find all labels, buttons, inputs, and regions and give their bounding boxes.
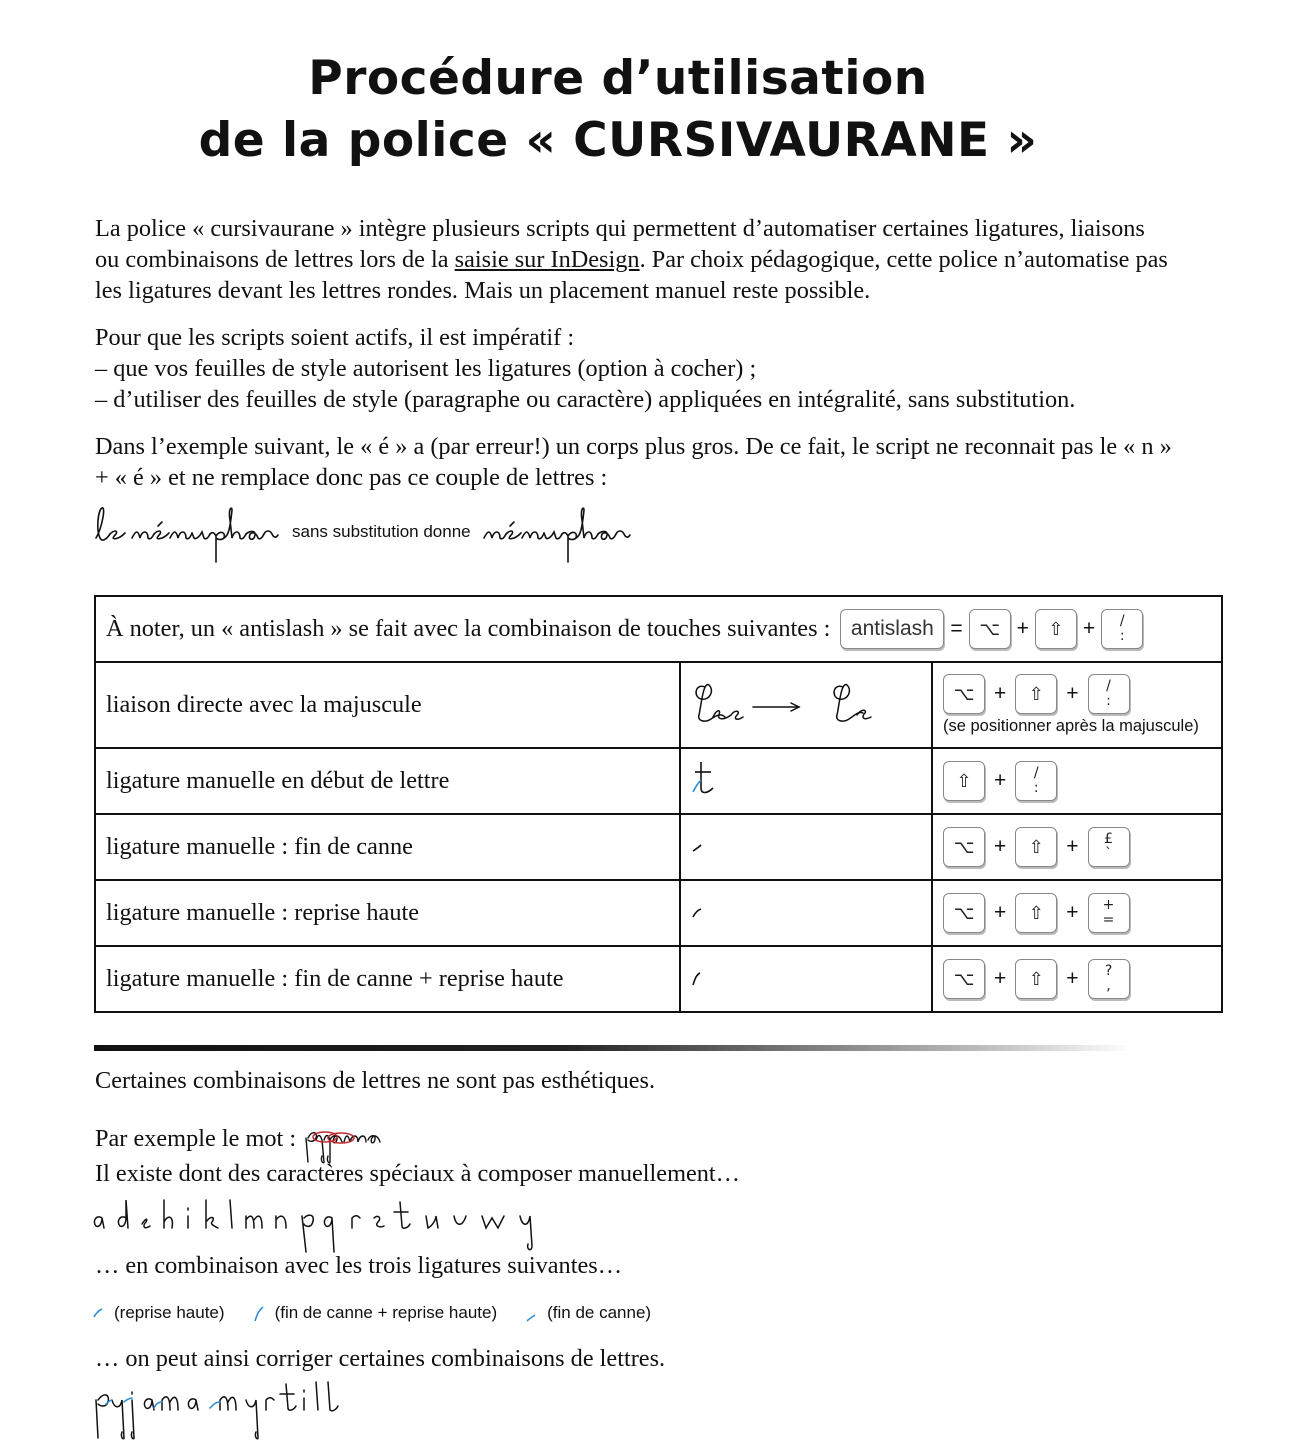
plus-sign: + [1066, 835, 1079, 858]
slash-key-icon: / : [1015, 761, 1057, 801]
antislash-note: À noter, un « antislash » se fait avec la combinaison de touches suivantes : [106, 615, 831, 642]
equals-sign: = [950, 617, 963, 640]
shift-key-icon: ⇧ [1015, 959, 1057, 999]
option-key-icon: ⌥ [943, 827, 985, 867]
plus-sign: + [994, 901, 1007, 924]
ligature-legend [90, 1303, 651, 1323]
option-key-icon: ⌥ [943, 674, 985, 714]
row-sample [680, 814, 932, 880]
pound-key-icon: £ ` [1088, 827, 1130, 867]
bottom-line-2 [95, 1114, 422, 1164]
ligature-label-2: (fin de canne + reprise haute) [274, 1303, 498, 1322]
capital-liaison-sample [691, 677, 891, 727]
shift-key-icon: ⇧ [1015, 893, 1057, 933]
table-header-row [95, 596, 1222, 662]
shift-key-icon: ⇧ [1015, 827, 1057, 867]
row-keys [932, 662, 1222, 748]
plus-sign: + [994, 835, 1007, 858]
plus-sign: + [1066, 682, 1079, 705]
row-sample [680, 662, 932, 748]
table-header-cell [95, 596, 1222, 662]
plus-sign: + [994, 769, 1007, 792]
fin-canne-reprise-icon [251, 1303, 271, 1323]
intro-text-2: . Par choix pédagogique, cette police n’automatise pas les ligatures devant les lettres rondes. Mais un placement manuel reste possible. [95, 246, 1168, 304]
page-title [0, 48, 1236, 172]
requirements-lead: Pour que les scripts soient actifs, il est impératif : [95, 324, 575, 351]
ligature-label-1: (reprise haute) [114, 1303, 225, 1322]
row-label: ligature manuelle : reprise haute [95, 880, 680, 946]
intro-text-1: La police « cursivaurane » intègre plusieurs scripts qui permettent d’automatiser certaines ligatures, liaisons ou combinaisons de lettres lors de la [95, 215, 1145, 273]
pyjama-bad-example [302, 1120, 422, 1164]
row-keys [932, 946, 1222, 1012]
table-row [95, 814, 1222, 880]
row-label: liaison directe avec la majuscule [95, 662, 680, 748]
plus-equals-key-icon: + = [1088, 893, 1130, 933]
corrected-words-sample [90, 1378, 350, 1444]
bottom-line-3: Il existe dont des caractères spéciaux à composer manuellement… [95, 1160, 740, 1187]
row-sample [680, 748, 932, 814]
slash-key-icon: / : [1088, 674, 1130, 714]
section-divider [94, 1045, 1134, 1051]
bottom-line-1: Certaines combinaisons de lettres ne sont pas esthétiques. [95, 1067, 656, 1094]
row-label: ligature manuelle : fin de canne [95, 814, 680, 880]
row-keys [932, 814, 1222, 880]
key-combination-table [94, 595, 1223, 1013]
fin-de-canne-icon [523, 1303, 543, 1323]
special-characters-alphabet [90, 1196, 550, 1256]
row-sample [680, 946, 932, 1012]
example-paragraph [95, 431, 1175, 493]
bottom-line-5: … on peut ainsi corriger certaines combinaisons de lettres. [95, 1345, 666, 1372]
plus-sign: + [994, 967, 1007, 990]
start-ligature-sample [691, 758, 731, 798]
option-key-icon: ⌥ [943, 893, 985, 933]
intro-paragraph [95, 213, 1175, 306]
row-keys [932, 880, 1222, 946]
row-keys [932, 748, 1222, 814]
shift-key-icon: ⇧ [1015, 674, 1057, 714]
table-row [95, 946, 1222, 1012]
requirement-item-1: – que vos feuilles de style autorisent les ligatures (option à cocher) ; [95, 355, 757, 382]
plus-sign: + [994, 682, 1007, 705]
row-label: ligature manuelle en début de lettre [95, 748, 680, 814]
antislash-key: antislash [840, 609, 944, 649]
fin-canne-reprise-glyph [691, 961, 721, 991]
plus-sign: + [1066, 901, 1079, 924]
plus-sign: + [1016, 617, 1029, 640]
example-middle-text: sans substitution donne [292, 522, 471, 541]
question-key-icon: ? , [1088, 959, 1130, 999]
table-row [95, 880, 1222, 946]
slash-key-icon: / : [1101, 609, 1143, 649]
option-key-icon: ⌥ [969, 609, 1011, 649]
option-key-icon: ⌥ [943, 959, 985, 999]
reprise-haute-icon [90, 1303, 110, 1323]
example-word-prefix: Par exemple le mot : [95, 1125, 297, 1152]
row-note: (se positionner après la majuscule) [943, 717, 1199, 735]
shift-key-icon: ⇧ [943, 761, 985, 801]
table-row [95, 662, 1222, 748]
requirement-item-2: – d’utiliser des feuilles de style (paragraphe ou caractère) appliquées en intégralité, sans substitution. [95, 386, 1076, 413]
title-line-2: de la police « CURSIVAURANE » [198, 113, 1038, 168]
title-line-1: Procédure d’utilisation [308, 51, 928, 106]
plus-sign: + [1082, 617, 1096, 640]
indesign-link: saisie sur InDesign [454, 246, 640, 273]
reprise-haute-glyph [691, 895, 721, 925]
row-sample [680, 880, 932, 946]
requirements-block [95, 322, 1175, 415]
example-text: Dans l’exemple suivant, le « é » a (par erreur!) un corps plus gros. De ce fait, le script ne reconnait pas le « n » + « é » et ne remplace donc pas ce couple de lettres : [95, 433, 1172, 491]
fin-de-canne-glyph [691, 829, 721, 859]
plus-sign: + [1066, 967, 1079, 990]
shift-key-icon: ⇧ [1035, 609, 1077, 649]
ligature-label-3: (fin de canne) [547, 1303, 652, 1322]
row-label: ligature manuelle : fin de canne + reprise haute [95, 946, 680, 1012]
bottom-line-4: … en combinaison avec les trois ligatures suivantes… [95, 1252, 622, 1279]
table-row [95, 748, 1222, 814]
